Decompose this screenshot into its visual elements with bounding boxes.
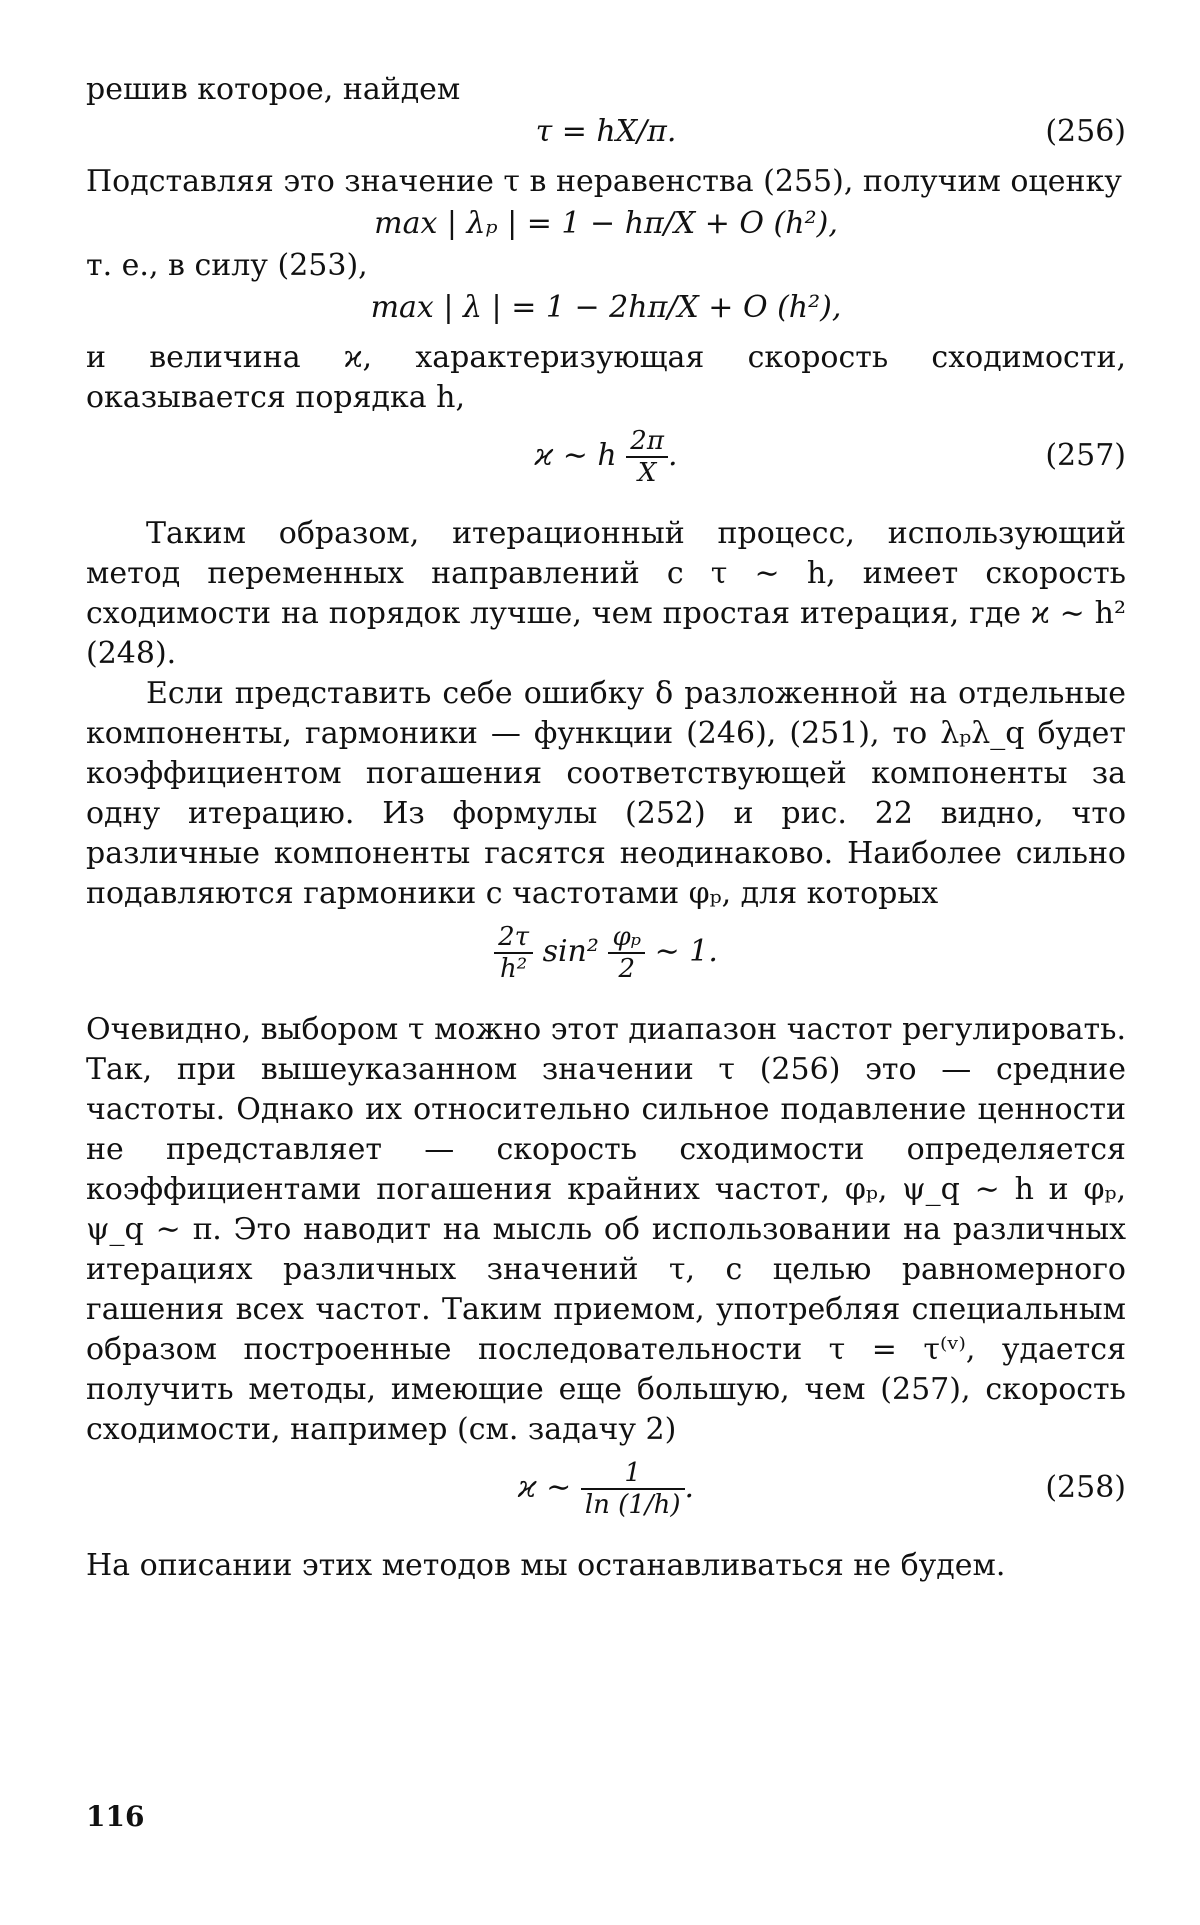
fraction-numerator: 2τ	[494, 922, 533, 954]
fraction	[494, 922, 533, 984]
equation-formula: max | λ | = 1 − 2hπ/X + O (h²),	[370, 290, 842, 325]
equation-258	[86, 1450, 1126, 1526]
text-line: На описании этих методов мы останавливаться не будем.	[86, 1548, 1006, 1583]
equation-max-lambda	[86, 286, 1126, 330]
text-line: т. е., в силу (253),	[86, 248, 368, 283]
equation-257	[86, 418, 1126, 494]
paragraph: Очевидно, выбором τ можно этот диапазон частот регулировать. Так, при вышеуказанном значении τ (256) это — средние частоты. Однако их относительно сильное подавление ценности не представляет — скорость сходимости определяется коэффициентами погашения крайних частот, φₚ, ψ_q ∼ h и φₚ, ψ_q ∼ π. Это наводит на мысль об использовании на различных итерациях различных значений τ, с целью равномерного гашения всех частот. Таким приемом, употребляя специальным образом построенные последовательности τ = τ⁽ᵛ⁾, удается получить методы, имеющие еще большую, чем (257), скорость сходимости, например (см. задачу 2)	[86, 1012, 1126, 1447]
paragraph: и величина ϰ, характеризующая скорость сходимости, оказывается порядка h,	[86, 340, 1126, 415]
equation-middle: sin²	[542, 934, 599, 969]
equation-period: .	[684, 1470, 695, 1505]
equation-formula	[86, 914, 1126, 990]
equation-number: (256)	[1045, 114, 1126, 149]
equation-sin-squared	[86, 914, 1126, 990]
paragraph: Если представить себе ошибку δ разложенной на отдельные компоненты, гармоники — функции (246), (251), то λₚλ_q будет коэффициентом погашения соответствующей компоненты за одну итерацию. Из формулы (252) и рис. 22 видно, что различные компоненты гасятся неодинаково. Наиболее сильно подавляются гармоники с частотами φₚ, для которых	[86, 676, 1126, 911]
fraction	[581, 1458, 685, 1520]
fraction	[626, 426, 668, 488]
equation-left: ϰ ∼ h	[534, 438, 617, 473]
paragraph: Подставляя это значение τ в неравенства (255), получим оценку	[86, 164, 1122, 199]
page-body	[86, 70, 1126, 1586]
fraction	[608, 922, 645, 984]
equation-formula: τ = hX/π.	[535, 114, 677, 149]
equation-number: (257)	[1045, 438, 1126, 473]
equation-formula: ϰ ∼ h $\frac{2\pi}{X}$ .	[534, 426, 678, 488]
fraction-denominator: ln (1/h)	[584, 1490, 681, 1520]
fraction-numerator: 2π	[626, 426, 668, 458]
fraction-numerator: 1	[581, 1458, 685, 1490]
equation-left: ϰ ∼	[517, 1470, 572, 1505]
equation-right: ∼ 1.	[654, 934, 718, 969]
fraction-denominator: 2	[618, 954, 636, 984]
equation-formula	[86, 1450, 1126, 1526]
equation-256	[86, 110, 1126, 154]
fraction-denominator: h²	[499, 954, 528, 984]
page-number: 116	[86, 1800, 145, 1833]
text-line: решив которое, найдем	[86, 72, 461, 107]
equation-number: (258)	[1045, 1470, 1126, 1505]
equation-formula: max | λₚ | = 1 − hπ/X + O (h²),	[374, 206, 838, 241]
paragraph: Таким образом, итерационный процесс, использующий метод переменных направлений с τ ∼ h, имеет скорость сходимости на порядок лучше, чем простая итерация, где ϰ ∼ h² (248).	[86, 516, 1126, 671]
fraction-denominator: X	[637, 458, 657, 488]
fraction-numerator: φₚ	[608, 922, 645, 954]
equation-max-lambda-p	[86, 202, 1126, 246]
